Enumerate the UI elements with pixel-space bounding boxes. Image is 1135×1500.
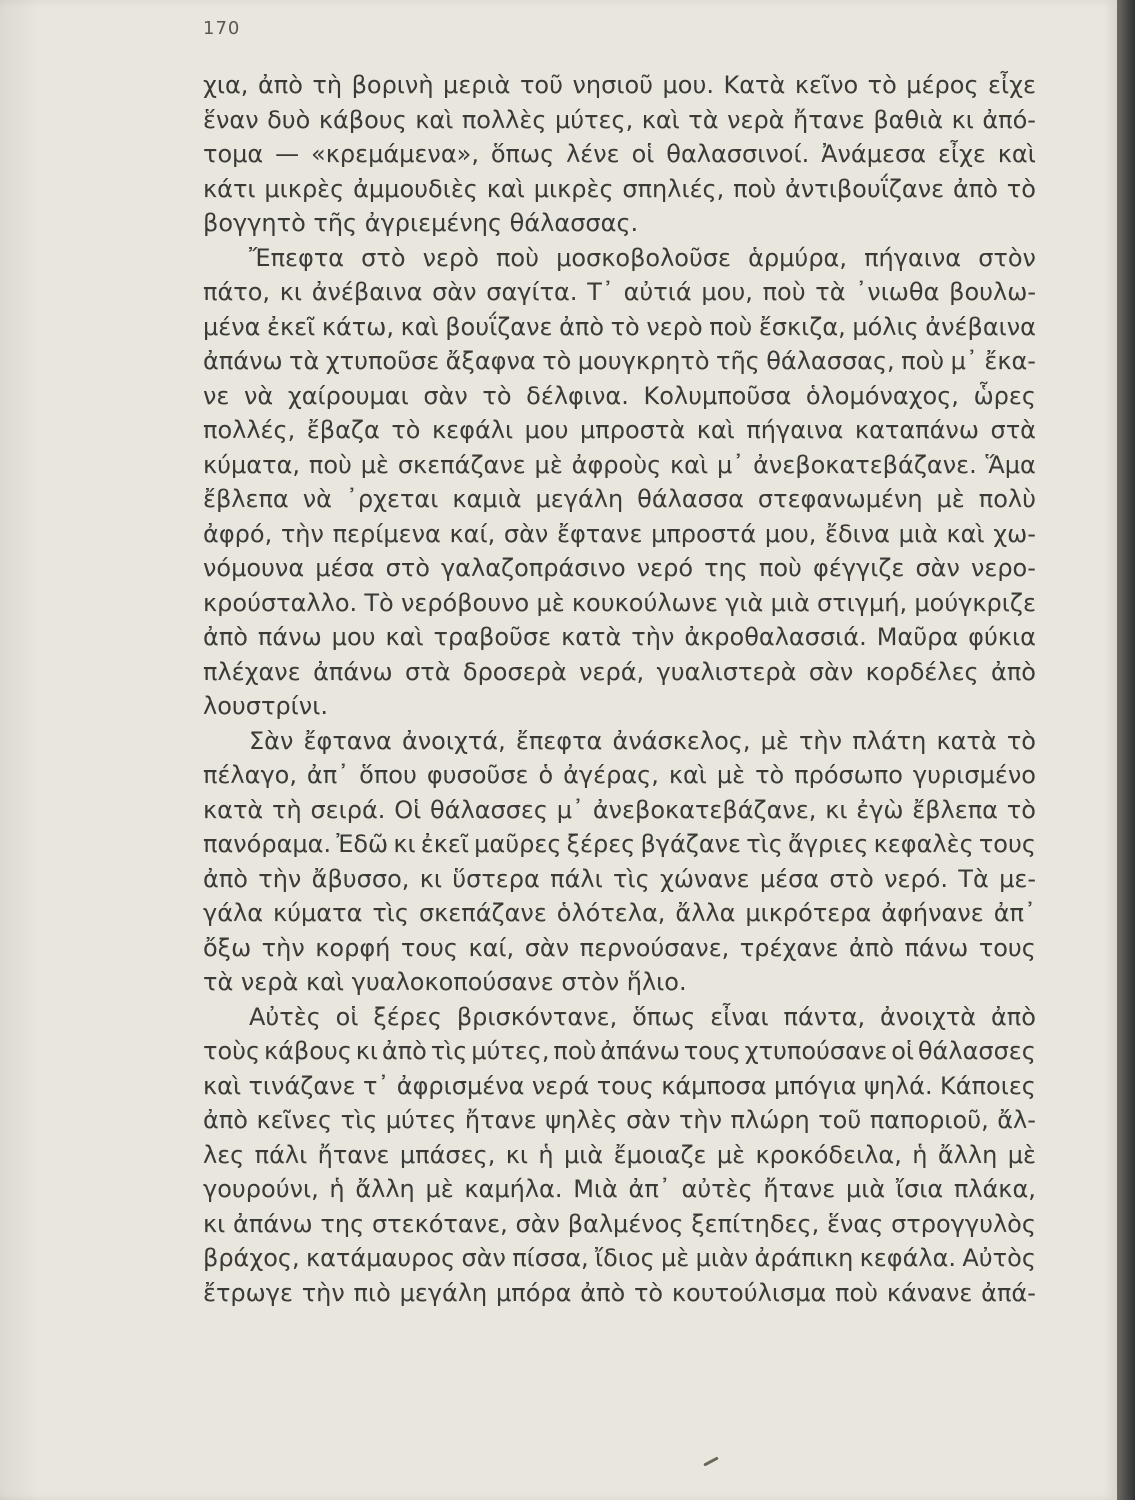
text-line: γουρούνι, ἡ ἄλλη μὲ καμήλα. Μιὰ ἀπ᾽ αὐτὲς ἤτανε μιὰ ἴσια πλάκα, bbox=[203, 1175, 1036, 1203]
text-line: πάτο, κι ἀνέβαινα σὰν σαγίτα. Τ᾽ αὐτιά μου, ποὺ τὰ ᾽νιωθα βουλω- bbox=[203, 278, 1036, 306]
text-line: λες πάλι ἤτανε μπάσες, κι ἡ μιὰ ἔμοιαζε μὲ κροκόδειλα, ἡ ἄλλη μὲ bbox=[203, 1140, 1036, 1169]
text-line: Αὐτὲς οἱ ξέρες βρισκόντανε, ὅπως εἶναι πάντα, ἀνοιχτὰ ἀπὸ bbox=[249, 1002, 1036, 1031]
text-line: νόμουνα μέσα στὸ γαλαζοπράσινο νερό της ποὺ φέγγιζε σὰν νερο- bbox=[203, 554, 1036, 582]
ink-mark bbox=[703, 1456, 719, 1466]
text-line: μένα ἐκεῖ κάτω, καὶ βουΐζανε ἀπὸ τὸ νερὸ ποὺ ἔσκιζα, μόλις ἀνέβαινα bbox=[203, 312, 1036, 341]
text-line: βογγητὸ τῆς ἀγριεμένης θάλασσας. bbox=[203, 209, 639, 237]
page-edge bbox=[1117, 0, 1135, 1500]
text-line: βράχος, κατάμαυρος σὰν πίσσα, ἴδιος μὲ μιὰν ἀράπικη κεφάλα. Αὐτὸς bbox=[203, 1244, 1036, 1272]
text-line: ἀπὸ κεῖνες τὶς μύτες ἤτανε ψηλὲς σὰν τὴν πλώρη τοῦ παποριοῦ, ἄλ- bbox=[203, 1106, 1036, 1134]
text-line: ἔτρωγε τὴν πιὸ μεγάλη μπόρα ἀπὸ τὸ κουτούλισμα ποὺ κάνανε ἀπά- bbox=[203, 1278, 1036, 1307]
text-line: ἀπάνω τὰ χτυποῦσε ἄξαφνα τὸ μουγκρητὸ τῆς θάλασσας, ποὺ μ᾽ ἔκα- bbox=[203, 347, 1036, 375]
text-line: κι ἀπάνω της στεκότανε, σὰν βαλμένος ξεπίτηδες, ἕνας στρογγυλὸς bbox=[203, 1209, 1036, 1238]
text-line: χια, ἀπὸ τὴ βορινὴ μεριὰ τοῦ νησιοῦ μου. Κατὰ κεῖνο τὸ μέρος εἶχε bbox=[203, 71, 1036, 99]
text-line: νε νὰ χαίρουμαι σὰν τὸ δέλφινα. Κολυμποῦσα ὁλομόναχος, ὧρες bbox=[203, 381, 1036, 410]
text-line: ἀπὸ πάνω μου καὶ τραβοῦσε κατὰ τὴν ἀκροθαλασσιά. Μαῦρα φύκια bbox=[203, 623, 1036, 651]
text-line: πέλαγο, ἀπ᾽ ὅπου φυσοῦσε ὁ ἀγέρας, καὶ μὲ τὸ πρόσωπο γυρισμένο bbox=[203, 761, 1036, 789]
text-line: γάλα κύματα τὶς σκεπάζανε ὁλότελα, ἄλλα μικρότερα ἀφήνανε ἀπ᾽ bbox=[203, 899, 1036, 927]
text-line: καὶ τινάζανε τ᾽ ἀφρισμένα νερά τους κάμποσα μπόγια ψηλά. Κάποιες bbox=[203, 1071, 1036, 1100]
text-line: κατὰ τὴ σειρά. Οἱ θάλασσες μ᾽ ἀνεβοκατεβάζανε, κι ἐγὼ ἔβλεπα τὸ bbox=[203, 795, 1036, 824]
text-line: κάτι μικρὲς ἀμμουδιὲς καὶ μικρὲς σπηλιές, ποὺ ἀντιβουΐζανε ἀπὸ τὸ bbox=[203, 174, 1036, 203]
text-line: κρούσταλλο. Τὸ νερόβουνο μὲ κουκούλωνε γιὰ μιὰ στιγμή, μούγκριζε bbox=[203, 588, 1036, 617]
text-line: κύματα, ποὺ μὲ σκεπάζανε μὲ ἀφροὺς καὶ μ᾽ ἀνεβοκατεβάζανε. Ἅμα bbox=[203, 450, 1036, 479]
text-line: πολλές, ἔβαζα τὸ κεφάλι μου μπροστὰ καὶ πήγαινα καταπάνω στὰ bbox=[203, 416, 1036, 444]
text-line: Σὰν ἔφτανα ἀνοιχτά, ἔπεφτα ἀνάσκελος, μὲ τὴν πλάτη κατὰ τὸ bbox=[249, 726, 1036, 755]
text-line: ὄξω τὴν κορφή τους καί, σὰν περνούσανε, τρέχανε ἀπὸ πάνω τους bbox=[203, 933, 1036, 962]
text-line: τοὺς κάβους κι ἀπὸ τὶς μύτες, ποὺ ἀπάνω τους χτυπούσανε οἱ θάλασσες bbox=[203, 1037, 1036, 1065]
text-line: πανόραμα. Ἐδῶ κι ἐκεῖ μαῦρες ξέρες βγάζανε τὶς ἄγριες κεφαλὲς τους bbox=[203, 830, 1036, 858]
text-line: ἀπὸ τὴν ἄβυσσο, κι ὕστερα πάλι τὶς χώνανε μέσα στὸ νερό. Τὰ με- bbox=[203, 864, 1036, 893]
text-line: ἕναν δυὸ κάβους καὶ πολλὲς μύτες, καὶ τὰ νερὰ ἤτανε βαθιὰ κι ἀπό- bbox=[203, 105, 1036, 134]
text-line: τὰ νερὰ καὶ γυαλοκοπούσανε στὸν ἥλιο. bbox=[203, 968, 687, 996]
page-number: 170 bbox=[203, 18, 241, 39]
text-line: λουστρίνι. bbox=[203, 692, 328, 720]
body-text bbox=[203, 68, 1036, 1310]
text-line: πλέχανε ἀπάνω στὰ δροσερὰ νερά, γυαλιστερὰ σὰν κορδέλες ἀπὸ bbox=[203, 657, 1036, 686]
text-line: ἀφρό, τὴν περίμενα καί, σὰν ἔφτανε μπροστά μου, ἔδινα μιὰ καὶ χω- bbox=[203, 519, 1036, 548]
text-line: Ἔπεφτα στὸ νερὸ ποὺ μοσκοβολοῦσε ἁρμύρα, πήγαινα στὸν bbox=[249, 243, 1036, 272]
text-line: ἔβλεπα νὰ ᾽ρχεται καμιὰ μεγάλη θάλασσα στεφανωμένη μὲ πολὺ bbox=[203, 485, 1036, 513]
text-line: τομα — «κρεμάμενα», ὅπως λένε οἱ θαλασσινοί. Ἀνάμεσα εἶχε καὶ bbox=[203, 140, 1036, 168]
binding-shadow bbox=[0, 0, 40, 1500]
